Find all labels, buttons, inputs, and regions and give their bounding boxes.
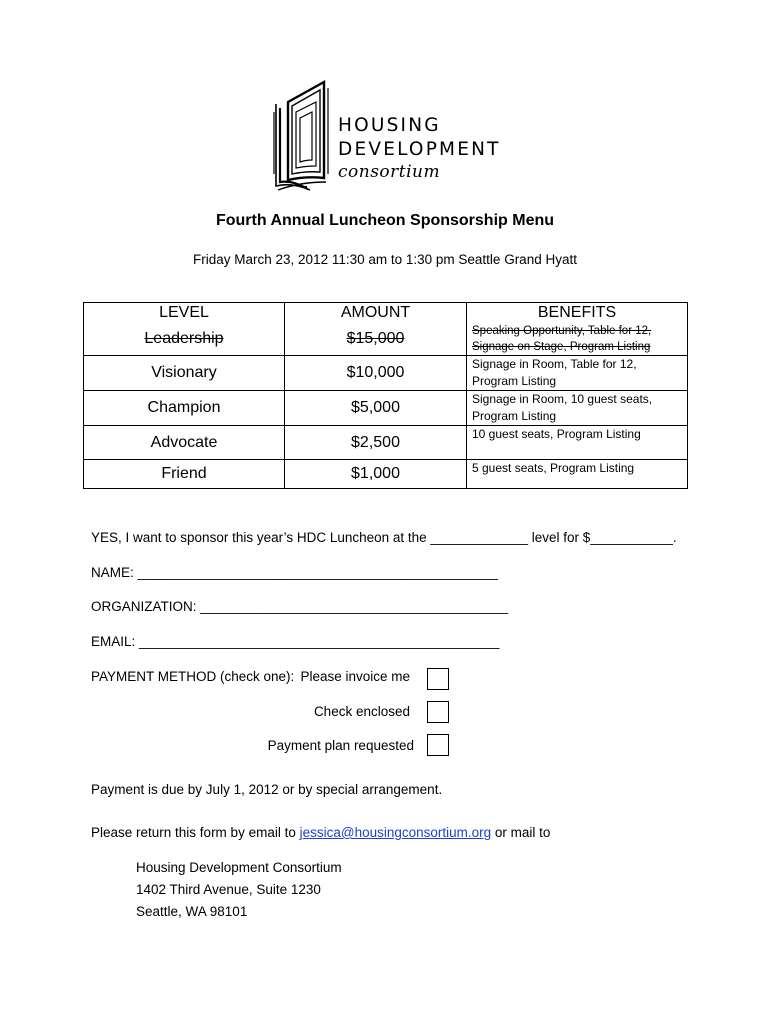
benefit-line: Speaking Opportunity, Table for 12, xyxy=(472,325,652,337)
sponsorship-table xyxy=(83,302,688,489)
benefit-line: Signage in Room, 10 guest seats, xyxy=(472,392,653,406)
table-header-row xyxy=(84,303,688,324)
address-line: 1402 Third Avenue, Suite 1230 xyxy=(136,882,321,897)
table-row xyxy=(84,460,688,489)
payment-method-label: PAYMENT METHOD (check one): xyxy=(91,669,295,684)
benefits-cell xyxy=(467,356,688,391)
amount-cell: $5,000 xyxy=(285,391,467,426)
payment-option-label: Please invoice me xyxy=(300,669,410,684)
organization-field[interactable]: ORGANIZATION: _________________________________________ xyxy=(91,599,509,614)
logo-line-housing: HOUSING xyxy=(338,115,441,136)
benefit-line: Signage on Stage, Program Listing xyxy=(472,341,651,353)
benefit-line: Program Listing xyxy=(472,409,557,423)
logo-line-development: DEVELOPMENT xyxy=(338,139,501,160)
benefit-line: Program Listing xyxy=(472,374,557,388)
benefits-cell xyxy=(467,426,688,460)
email-link[interactable]: jessica@housingconsortium.org xyxy=(299,825,492,840)
address-line: Housing Development Consortium xyxy=(136,860,342,875)
level-cell: Advocate xyxy=(84,426,285,460)
payment-option-label: Payment plan requested xyxy=(267,738,414,753)
invoice-checkbox[interactable] xyxy=(427,668,449,690)
return-instructions xyxy=(91,825,550,840)
table-row xyxy=(84,356,688,391)
amount-cell: $1,000 xyxy=(285,460,467,489)
payment-due-text: Payment is due by July 1, 2012 or by special arrangement. xyxy=(91,782,443,797)
header-amount: AMOUNT xyxy=(285,303,467,324)
return-prefix: Please return this form by email to xyxy=(91,825,296,840)
check-enclosed-checkbox[interactable] xyxy=(427,701,449,723)
header-level: LEVEL xyxy=(84,303,285,324)
logo xyxy=(270,78,510,193)
return-suffix: or mail to xyxy=(494,825,551,840)
level-cell: Friend xyxy=(84,460,285,489)
level-cell: Champion xyxy=(84,391,285,426)
payment-option-label: Check enclosed xyxy=(313,704,410,719)
benefit-line: 10 guest seats, Program Listing xyxy=(472,427,641,441)
benefits-cell xyxy=(467,323,688,356)
page-title: Fourth Annual Luncheon Sponsorship Menu xyxy=(215,212,555,229)
name-field[interactable]: NAME: ________________________________________________ xyxy=(91,565,498,580)
amount-cell: $2,500 xyxy=(285,426,467,460)
level-cell: Visionary xyxy=(84,356,285,391)
logo-wordmark xyxy=(338,114,501,182)
amount-cell: $15,000 xyxy=(285,323,467,356)
table-row xyxy=(84,323,688,356)
amount-cell: $10,000 xyxy=(285,356,467,391)
address-line: Seattle, WA 98101 xyxy=(136,904,248,919)
table-row xyxy=(84,391,688,426)
event-details: Friday March 23, 2012 11:30 am to 1:30 pm Seattle Grand Hyatt xyxy=(193,252,577,267)
benefits-cell xyxy=(467,460,688,489)
logo-line-consortium: consortium xyxy=(338,162,441,182)
email-field[interactable]: EMAIL: ________________________________________________ xyxy=(91,634,500,649)
header-benefits: BENEFITS xyxy=(467,303,688,324)
level-cell: Leadership xyxy=(84,323,285,356)
table-row xyxy=(84,426,688,460)
payment-plan-checkbox[interactable] xyxy=(427,734,449,756)
benefit-line: Signage in Room, Table for 12, xyxy=(472,357,637,371)
sponsor-line: YES, I want to sponsor this year’s HDC Luncheon at the _____________ level for $___________. xyxy=(91,530,677,545)
benefit-line: 5 guest seats, Program Listing xyxy=(472,461,635,475)
door-frame-logo-icon xyxy=(270,78,338,193)
benefits-cell xyxy=(467,391,688,426)
